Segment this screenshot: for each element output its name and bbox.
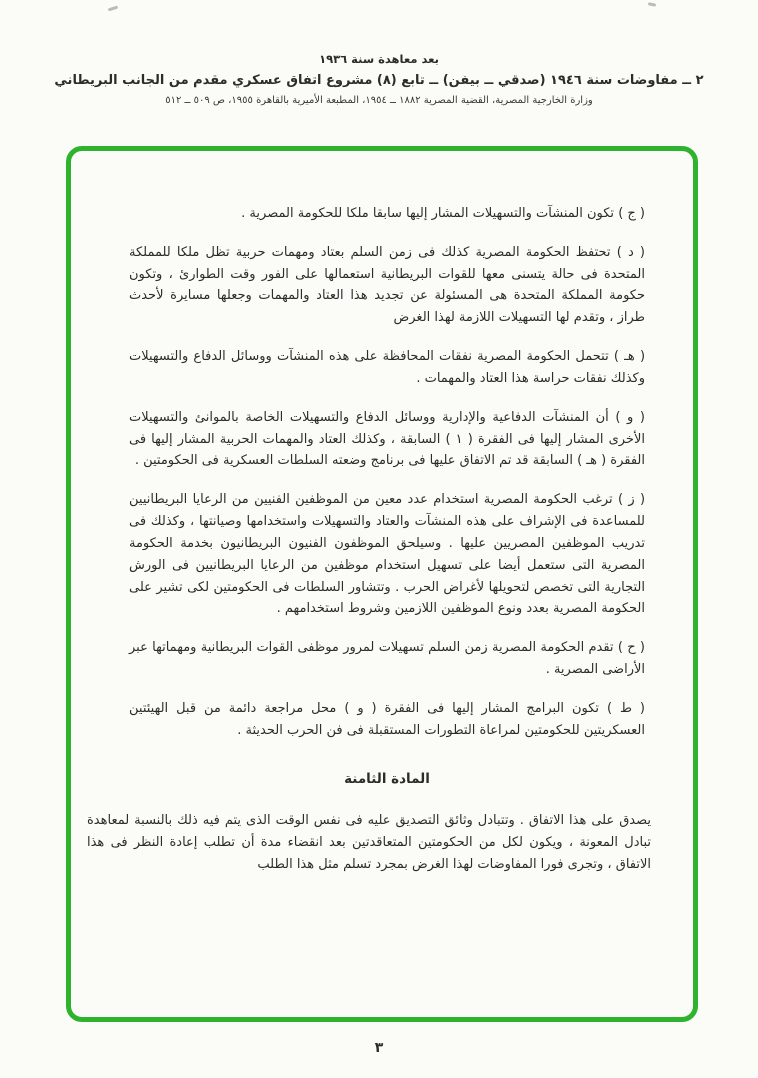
header-source-citation: وزارة الخارجية المصرية، القضية المصرية ١٨٨٢ ــ ١٩٥٤، المطبعة الأميرية بالقاهرة ١٩٥٥، ص ٥٠٩ ــ ٥١٢ (165, 95, 593, 106)
clause-label: ( هـ ) (613, 349, 646, 365)
clause-label: ( ج ) (618, 206, 645, 221)
closing-paragraph: يصدق على هذا الاتفاق . وتتبادل وثائق التصديق عليه فى نفس الوقت الذى يتم فيه ذلك بالنسبة لمعاهدة تبادل المعونة ، ويكون لكل من الحكومتين المتعاقدتين بعد انقضاء مدة أن تطلب إعادة النظر فى هذا الاتفاق ، وتجرى فورا المفاوضات لهذا الغرض بمجرد تسلم مثل هذا الطلب (87, 813, 651, 872)
clause-paragraph-t (129, 698, 645, 742)
clause-paragraph-hh (129, 637, 645, 681)
clause-text: ترغب الحكومة المصرية استخدام عدد معين من الموظفين الفنيين من الرعايا البريطانيين للمساعدة فى الإشراف على هذه المنشآت والعتاد والتسهيلات واستخدامها وصيانتها ، وكذلك فى تدريب الموظفين المصريين عليها . وسيلحق الموظفون الفنيون البريطانيون بخدمة الحكومة المصرية التى ستعمل أيضا على تسهيل استخدام موظفين من الرعايا البريطانيين فى الورش التجارية التى تخصص لتحويلها لأغراض الحرب . وتتشاور السلطات فى الحكومتين لكى تشير على الحكومة المصرية بعدد ونوع الموظفين اللازمين وشروط استخدامهم . (129, 492, 645, 617)
clause-label: ( و ) (615, 409, 645, 425)
clause-text: تكون المنشآت والتسهيلات المشار إليها سابقا ملكا للحكومة المصرية . (241, 206, 615, 221)
clause-paragraph-z (129, 489, 645, 620)
clause-label: ( ح ) (617, 640, 645, 656)
clause-paragraph-d (129, 242, 645, 329)
document-header (0, 52, 758, 106)
clause-text: تتحمل الحكومة المصرية نفقات المحافظة على هذه المنشآت ووسائل الدفاع والتسهيلات وكذلك نفقات حراسة هذا العتاد والمهمات . (129, 349, 645, 386)
section-title-article-eight: المادة الثامنة (344, 770, 430, 787)
clause-text: تحتفظ الحكومة المصرية كذلك فى زمن السلم بعتاد ومهمات حربية تظل ملكا للمملكة المتحدة فى حالة يتسنى معها للقوات البريطانية استعمالها على الفور وقت الطوارئ ، وتكون حكومة المملكة المتحدة هى المسئولة عن تجديد هذا العتاد والمهمات وجعلها مسايرة لأحدث طراز ، وتقدم لها التسهيلات اللازمة لهذا الغرض (129, 244, 645, 326)
clause-label: ( د ) (616, 244, 645, 260)
clause-label: ( ز ) (618, 492, 646, 508)
clause-paragraph-h (129, 346, 645, 390)
clause-paragraph-w (129, 407, 645, 472)
page-number: ٣ (374, 1040, 384, 1056)
scan-artifact (648, 2, 656, 7)
clause-text: أن المنشآت الدفاعية والإدارية ووسائل الدفاع والتسهيلات الخاصة بالموانئ والتسهيلات الأخرى المشار إليها فى الفقرة ( ١ ) السابقة ، وكذلك العتاد والمهمات الحربية المشار إليها فى الفقرة ( هـ ) السابقة قد تم الاتفاق عليها فى برنامج وضعته السلطات العسكرية فى الحكومتين . (129, 409, 645, 469)
scan-artifact (108, 6, 118, 12)
header-title: ٢ ــ مفاوضات سنة ١٩٤٦ (صدقي ــ بيفن) ــ تابع (٨) مشروع اتفاق عسكري مقدم من الجانب البريطاني (54, 73, 704, 88)
clause-paragraph-j (129, 203, 645, 225)
clause-label: ( ط ) (606, 700, 645, 716)
clause-text: تقدم الحكومة المصرية زمن السلم تسهيلات لمرور موظفى القوات البريطانية ومهماتها عبر الأراضى المصرية . (129, 640, 645, 678)
clause-text: تكون البرامج المشار إليها فى الفقرة ( و ) محل مراجعة دائمة من قبل الهيئتين العسكريتين للحكومتين لمراعاة التطورات المستقبلة فى فن الحرب الحديثة . (129, 700, 645, 738)
document-body (71, 151, 693, 1007)
header-subtitle: بعد معاهدة سنة ١٩٣٦ (319, 52, 439, 66)
